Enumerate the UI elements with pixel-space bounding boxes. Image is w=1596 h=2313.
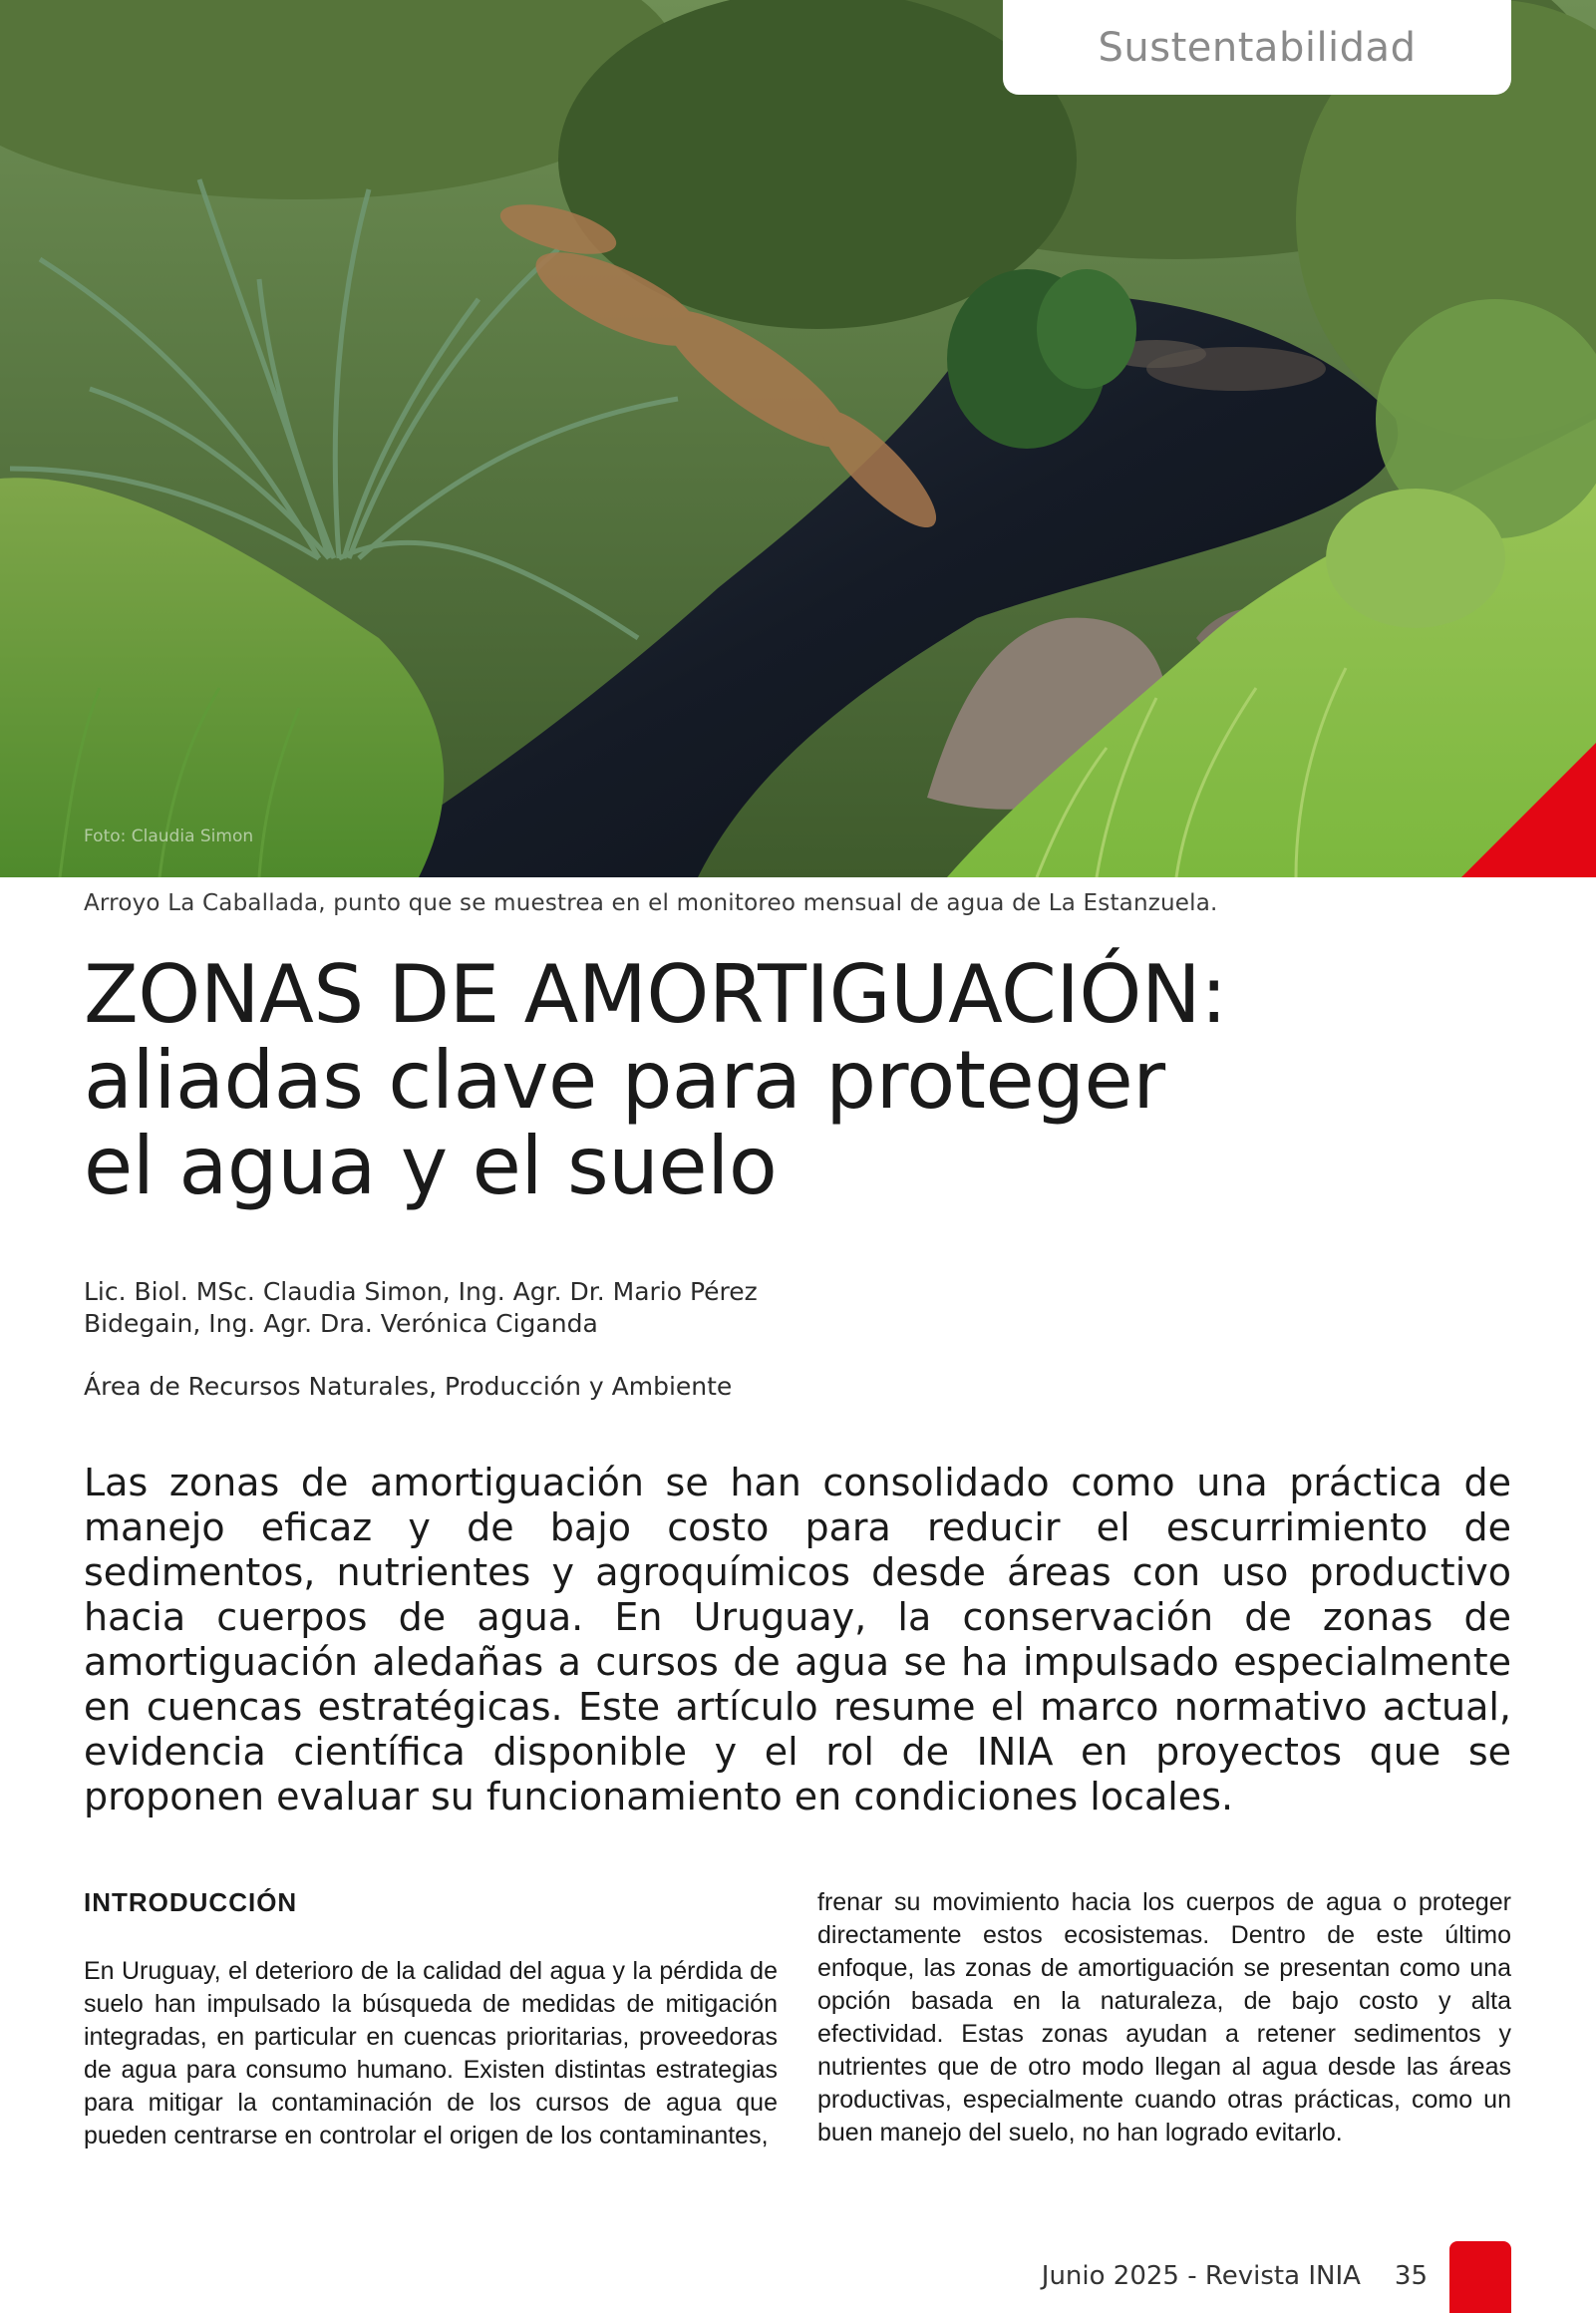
footer-issue: Junio 2025 - Revista INIA	[1041, 2261, 1361, 2291]
photo-caption: Arroyo La Caballada, punto que se muestrea en el monitoreo mensual de agua de La Estanzuela.	[84, 890, 1218, 916]
red-corner-accent	[1461, 743, 1596, 877]
footer-red-tab	[1449, 2241, 1511, 2313]
body-paragraph-left: En Uruguay, el deterioro de la calidad del agua y la pérdida de suelo han impulsado la búsqueda de medidas de mitigación integradas, en particular en cuencas prioritarias, proveedoras de agua para consumo humano. Existen distintas estrategias para mitigar la contaminación de los cursos de agua que pueden centrarse en controlar el origen de los contaminantes,	[84, 1957, 778, 2149]
title-line-2: aliadas clave para proteger	[84, 1034, 1165, 1127]
title-line-3: el agua y el suelo	[84, 1120, 778, 1212]
stream-landscape-illustration	[0, 0, 1596, 877]
article-title	[84, 948, 1227, 1212]
title-line-1: ZONAS DE AMORTIGUACIÓN:	[84, 948, 1227, 1041]
page-footer	[1042, 2241, 1511, 2311]
body-column-right	[817, 1886, 1511, 2149]
affiliation: Área de Recursos Naturales, Producción y Ambiente	[84, 1372, 733, 1401]
body-paragraph-right: frenar su movimiento hacia los cuerpos de agua o proteger directamente estos ecosistemas. Dentro de este último enfoque, las zonas de amortiguación se presentan como una opción basada en la naturaleza, de bajo costo y alta efectividad. Estas zonas ayudan a retener sedimentos y nutrientes que de otro modo llegan al agua desde las áreas productivas, especialmente cuando otras prácticas, como un buen manejo del suelo, no han logrado evitarlo.	[817, 1888, 1511, 2147]
hero-photo	[0, 0, 1596, 877]
lead-paragraph: Las zonas de amortiguación se han consolidado como una práctica de manejo eficaz y de bajo costo para reducir el escurrimiento de sedimentos, nutrientes y agroquímicos desde áreas con uso productivo hacia cuerpos de agua. En Uruguay, la conservación de zonas de amortiguación aledañas a cursos de agua se ha impulsado especialmente en cuencas estratégicas. Este artículo resume el marco normativo actual, evidencia científica disponible y el rol de INIA en proyectos que se proponen evaluar su funcionamiento en condiciones locales.	[84, 1461, 1511, 1818]
section-tab: Sustentabilidad	[1003, 0, 1511, 95]
section-heading: INTRODUCCIÓN	[84, 1887, 298, 1917]
authors: Lic. Biol. MSc. Claudia Simon, Ing. Agr. Dr. Mario Pérez Bidegain, Ing. Agr. Dra. Verónica Ciganda	[84, 1277, 758, 1338]
body-column-left	[84, 1886, 778, 2152]
photo-credit: Foto: Claudia Simon	[84, 826, 254, 846]
page-number: 35	[1394, 2261, 1428, 2291]
